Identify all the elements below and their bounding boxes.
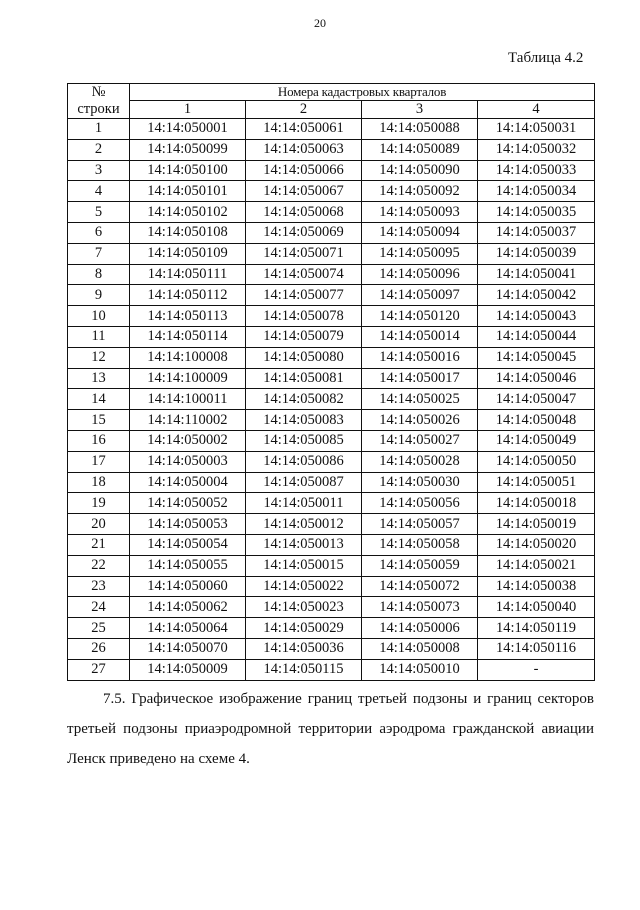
cadastral-number-cell: 14:14:050052 <box>130 493 246 514</box>
page-number: 20 <box>314 16 326 30</box>
cadastral-number-cell: 14:14:050012 <box>246 514 362 535</box>
cadastral-number-cell: 14:14:050087 <box>246 472 362 493</box>
row-number-cell: 1 <box>68 119 130 140</box>
row-number-cell: 22 <box>68 555 130 576</box>
cadastral-number-cell: 14:14:050078 <box>246 306 362 327</box>
cadastral-number-cell: 14:14:050063 <box>246 139 362 160</box>
cadastral-number-cell: 14:14:050093 <box>362 202 478 223</box>
cadastral-number-cell: 14:14:050067 <box>246 181 362 202</box>
row-number-header-symbol: № <box>91 84 106 100</box>
cadastral-number-cell: 14:14:050027 <box>362 430 478 451</box>
cadastral-number-cell: 14:14:050113 <box>130 306 246 327</box>
row-number-cell: 12 <box>68 347 130 368</box>
cadastral-number-cell: 14:14:050013 <box>246 534 362 555</box>
cadastral-number-cell: 14:14:050119 <box>478 618 595 639</box>
cadastral-number-cell: 14:14:050081 <box>246 368 362 389</box>
cadastral-number-cell: 14:14:050038 <box>478 576 595 597</box>
paragraph-text: 7.5. Графическое изображение границ третьей подзоны и границ секторов третьей подзоны приаэродромной территории аэродрома гражданской авиации Ленск приведено на схеме 4. <box>67 691 594 767</box>
cadastral-number-cell: 14:14:050015 <box>246 555 362 576</box>
table-row <box>68 306 595 327</box>
table-row <box>68 493 595 514</box>
table-row <box>68 202 595 223</box>
cadastral-number-cell: 14:14:050056 <box>362 493 478 514</box>
row-number-cell: 9 <box>68 285 130 306</box>
cadastral-number-cell: 14:14:050092 <box>362 181 478 202</box>
cadastral-number-cell: 14:14:050035 <box>478 202 595 223</box>
row-number-cell: 10 <box>68 306 130 327</box>
cadastral-number-cell: 14:14:050028 <box>362 451 478 472</box>
table-row <box>68 659 595 680</box>
row-number-cell: 2 <box>68 139 130 160</box>
cadastral-number-cell: 14:14:050068 <box>246 202 362 223</box>
cadastral-number-cell: 14:14:050040 <box>478 597 595 618</box>
table-row <box>68 119 595 140</box>
table-row <box>68 285 595 306</box>
cadastral-number-cell: 14:14:050011 <box>246 493 362 514</box>
cadastral-number-cell: 14:14:050057 <box>362 514 478 535</box>
row-number-cell: 5 <box>68 202 130 223</box>
cadastral-number-cell: 14:14:050025 <box>362 389 478 410</box>
cadastral-number-cell: 14:14:050090 <box>362 160 478 181</box>
cadastral-number-cell: 14:14:050003 <box>130 451 246 472</box>
table-row <box>68 638 595 659</box>
cadastral-table <box>67 83 595 681</box>
cadastral-number-cell: 14:14:050100 <box>130 160 246 181</box>
column-number: 4 <box>478 100 595 118</box>
cadastral-number-cell: 14:14:050021 <box>478 555 595 576</box>
cadastral-number-cell: 14:14:050020 <box>478 534 595 555</box>
cadastral-number-cell: 14:14:050049 <box>478 430 595 451</box>
cadastral-number-cell: 14:14:050043 <box>478 306 595 327</box>
row-number-cell: 20 <box>68 514 130 535</box>
cadastral-number-cell: 14:14:050069 <box>246 222 362 243</box>
cadastral-number-cell: 14:14:050116 <box>478 638 595 659</box>
cadastral-number-cell: 14:14:050097 <box>362 285 478 306</box>
row-number-cell: 23 <box>68 576 130 597</box>
cadastral-number-cell: 14:14:050077 <box>246 285 362 306</box>
cadastral-number-cell: 14:14:050064 <box>130 618 246 639</box>
cadastral-number-cell: 14:14:050058 <box>362 534 478 555</box>
cadastral-number-cell: 14:14:110002 <box>130 410 246 431</box>
row-number-cell: 3 <box>68 160 130 181</box>
cadastral-number-cell: 14:14:050046 <box>478 368 595 389</box>
body-paragraph <box>67 684 594 774</box>
cadastral-number-cell: 14:14:050002 <box>130 430 246 451</box>
cadastral-number-cell: 14:14:050004 <box>130 472 246 493</box>
row-number-cell: 14 <box>68 389 130 410</box>
cadastral-number-cell: 14:14:050051 <box>478 472 595 493</box>
row-number-cell: 26 <box>68 638 130 659</box>
cadastral-number-cell: 14:14:050055 <box>130 555 246 576</box>
cadastral-number-cell: 14:14:050036 <box>246 638 362 659</box>
cadastral-number-cell: 14:14:050099 <box>130 139 246 160</box>
cadastral-number-cell: 14:14:050111 <box>130 264 246 285</box>
cadastral-number-cell: 14:14:050074 <box>246 264 362 285</box>
row-number-cell: 15 <box>68 410 130 431</box>
row-number-cell: 27 <box>68 659 130 680</box>
table-row <box>68 264 595 285</box>
cadastral-number-cell: 14:14:050088 <box>362 119 478 140</box>
table-row <box>68 181 595 202</box>
cadastral-number-cell: 14:14:050023 <box>246 597 362 618</box>
cadastral-number-cell: 14:14:050029 <box>246 618 362 639</box>
cadastral-number-cell: 14:14:050006 <box>362 618 478 639</box>
table-row <box>68 555 595 576</box>
cadastral-number-cell: 14:14:050017 <box>362 368 478 389</box>
table-row <box>68 326 595 347</box>
cadastral-number-cell: 14:14:050102 <box>130 202 246 223</box>
table-row <box>68 534 595 555</box>
table-row <box>68 597 595 618</box>
cadastral-number-cell: 14:14:050079 <box>246 326 362 347</box>
cadastral-number-cell: 14:14:050033 <box>478 160 595 181</box>
cadastral-number-cell: 14:14:050050 <box>478 451 595 472</box>
row-number-cell: 4 <box>68 181 130 202</box>
cadastral-number-cell: 14:14:050030 <box>362 472 478 493</box>
cadastral-number-cell: 14:14:050096 <box>362 264 478 285</box>
row-number-cell: 21 <box>68 534 130 555</box>
cadastral-number-cell: 14:14:050086 <box>246 451 362 472</box>
table-row <box>68 222 595 243</box>
cadastral-number-cell: 14:14:050082 <box>246 389 362 410</box>
table-row <box>68 368 595 389</box>
cadastral-number-cell: 14:14:050094 <box>362 222 478 243</box>
cadastral-number-cell: 14:14:050014 <box>362 326 478 347</box>
table-row <box>68 347 595 368</box>
column-number: 1 <box>130 100 246 118</box>
cadastral-number-cell: 14:14:050108 <box>130 222 246 243</box>
table-row <box>68 472 595 493</box>
table-row <box>68 618 595 639</box>
cadastral-number-cell: 14:14:050070 <box>130 638 246 659</box>
cadastral-number-cell: 14:14:050109 <box>130 243 246 264</box>
table-row <box>68 410 595 431</box>
cadastral-number-cell: 14:14:050044 <box>478 326 595 347</box>
column-number: 2 <box>246 100 362 118</box>
cadastral-number-cell: 14:14:050072 <box>362 576 478 597</box>
row-number-cell: 24 <box>68 597 130 618</box>
cadastral-number-cell: 14:14:050066 <box>246 160 362 181</box>
cadastral-number-cell: 14:14:050062 <box>130 597 246 618</box>
cadastral-number-cell: 14:14:050071 <box>246 243 362 264</box>
row-number-cell: 7 <box>68 243 130 264</box>
cadastral-number-cell: 14:14:050115 <box>246 659 362 680</box>
table-body <box>68 119 595 681</box>
cadastral-number-cell: 14:14:050026 <box>362 410 478 431</box>
cadastral-number-cell: 14:14:050114 <box>130 326 246 347</box>
cadastral-number-cell: 14:14:050010 <box>362 659 478 680</box>
cadastral-number-cell: 14:14:050018 <box>478 493 595 514</box>
cadastral-group-header: Номера кадастровых кварталов <box>130 84 595 101</box>
cadastral-number-cell: 14:14:050019 <box>478 514 595 535</box>
cadastral-number-cell: 14:14:050073 <box>362 597 478 618</box>
cadastral-number-cell: 14:14:050039 <box>478 243 595 264</box>
table-row <box>68 451 595 472</box>
cadastral-number-cell: 14:14:050016 <box>362 347 478 368</box>
cadastral-number-cell: 14:14:050059 <box>362 555 478 576</box>
table-row <box>68 430 595 451</box>
row-number-cell: 13 <box>68 368 130 389</box>
table-row <box>68 243 595 264</box>
cadastral-number-cell: 14:14:050101 <box>130 181 246 202</box>
cadastral-number-cell: 14:14:050042 <box>478 285 595 306</box>
row-number-cell: 6 <box>68 222 130 243</box>
cadastral-number-cell: 14:14:100009 <box>130 368 246 389</box>
cadastral-number-cell: 14:14:050048 <box>478 410 595 431</box>
table-row <box>68 160 595 181</box>
cadastral-number-cell: - <box>478 659 595 680</box>
row-number-cell: 18 <box>68 472 130 493</box>
table-caption: Таблица 4.2 <box>508 50 584 66</box>
table-row <box>68 514 595 535</box>
row-number-header-word: строки <box>77 101 120 117</box>
cadastral-number-cell: 14:14:050047 <box>478 389 595 410</box>
cadastral-number-cell: 14:14:050089 <box>362 139 478 160</box>
cadastral-number-cell: 14:14:050053 <box>130 514 246 535</box>
cadastral-number-cell: 14:14:050095 <box>362 243 478 264</box>
cadastral-number-cell: 14:14:050001 <box>130 119 246 140</box>
cadastral-number-cell: 14:14:050037 <box>478 222 595 243</box>
cadastral-number-cell: 14:14:050080 <box>246 347 362 368</box>
cadastral-number-cell: 14:14:050032 <box>478 139 595 160</box>
table-row <box>68 576 595 597</box>
cadastral-number-cell: 14:14:050120 <box>362 306 478 327</box>
cadastral-number-cell: 14:14:050045 <box>478 347 595 368</box>
cadastral-number-cell: 14:14:050060 <box>130 576 246 597</box>
cadastral-number-cell: 14:14:050041 <box>478 264 595 285</box>
row-number-cell: 17 <box>68 451 130 472</box>
cadastral-number-cell: 14:14:050008 <box>362 638 478 659</box>
row-number-cell: 11 <box>68 326 130 347</box>
cadastral-number-cell: 14:14:100008 <box>130 347 246 368</box>
cadastral-number-cell: 14:14:050112 <box>130 285 246 306</box>
cadastral-number-cell: 14:14:050083 <box>246 410 362 431</box>
row-number-cell: 16 <box>68 430 130 451</box>
row-number-cell: 19 <box>68 493 130 514</box>
cadastral-number-cell: 14:14:100011 <box>130 389 246 410</box>
row-number-header <box>68 84 130 119</box>
row-number-cell: 25 <box>68 618 130 639</box>
cadastral-number-cell: 14:14:050009 <box>130 659 246 680</box>
cadastral-number-cell: 14:14:050054 <box>130 534 246 555</box>
row-number-cell: 8 <box>68 264 130 285</box>
cadastral-number-cell: 14:14:050022 <box>246 576 362 597</box>
table-row <box>68 139 595 160</box>
column-number: 3 <box>362 100 478 118</box>
cadastral-number-cell: 14:14:050061 <box>246 119 362 140</box>
table-row <box>68 389 595 410</box>
cadastral-number-cell: 14:14:050085 <box>246 430 362 451</box>
cadastral-number-cell: 14:14:050034 <box>478 181 595 202</box>
cadastral-number-cell: 14:14:050031 <box>478 119 595 140</box>
